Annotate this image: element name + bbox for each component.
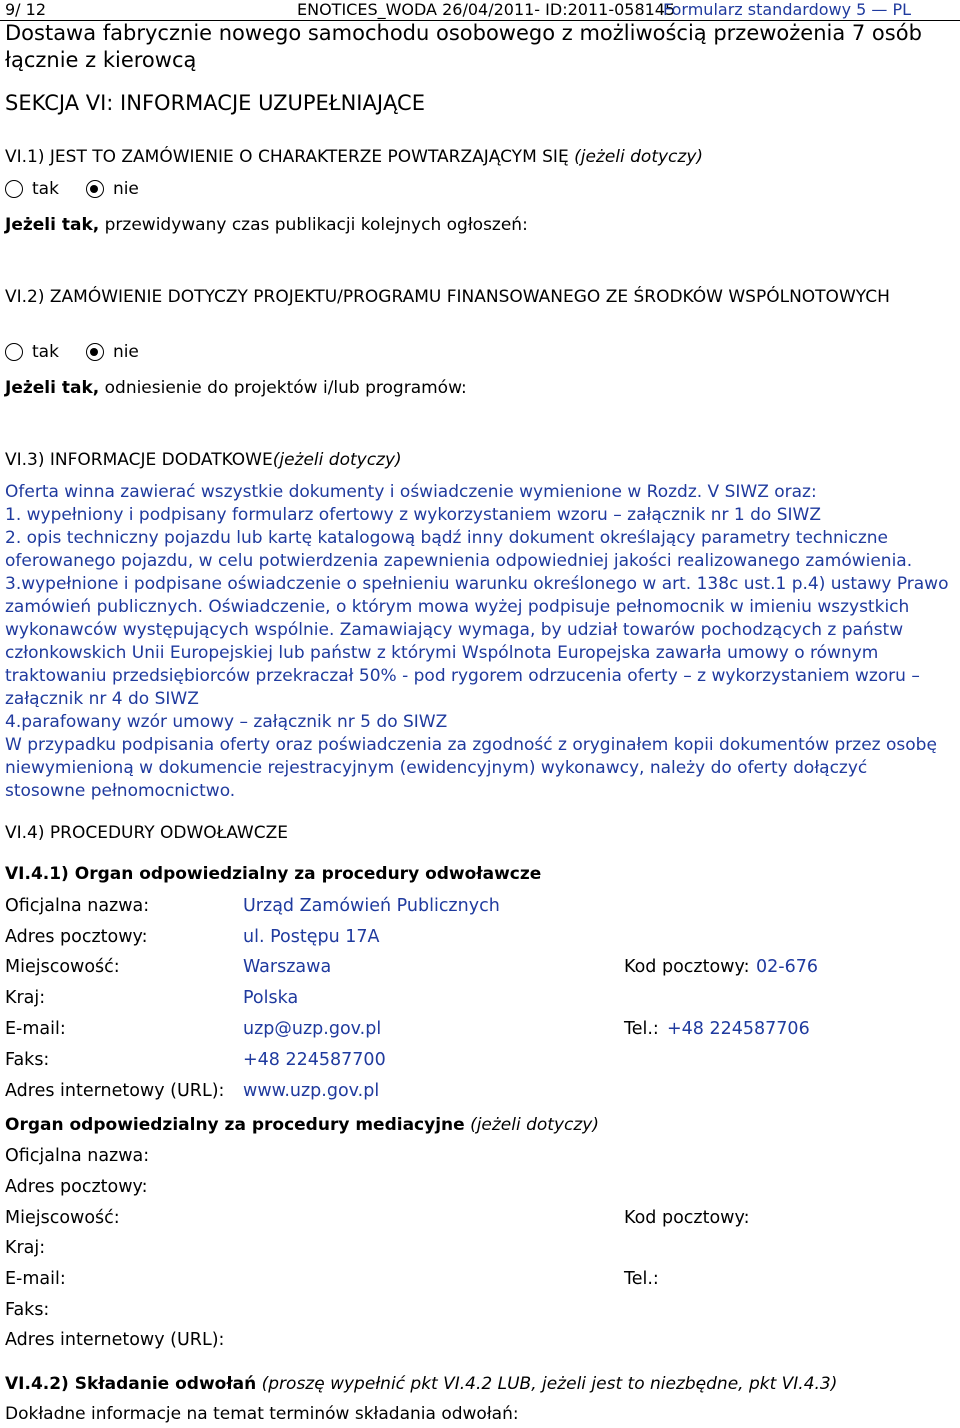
vi2-heading: VI.2) ZAMÓWIENIE DOTYCZY PROJEKTU/PROGRAMU FINANSOWANEGO ZE ŚRODKÓW WSPÓLNOTOWYCH bbox=[5, 287, 890, 307]
mediation-heading-text: Organ odpowiedzialny za procedury mediacyjne bbox=[5, 1115, 465, 1135]
vi3-line: 3.wypełnione i podpisane oświadczenie o spełnieniu warunku określonego w art. 138c ust.1 p.4) ustawy Prawo zamówień publicznych. Oświadczenie, o którym mowa wyżej podpisuje pełnomocnik w imieniu wszystkich wykonawców występujących wspólnie. Zamawiający wymaga, by udział towarów pochodzących z państw członkowskich Unii Europejskiej lub państw z którymi Wspólnota Europejska zawarła umowy o równym traktowaniu przedsiębiorców przekraczał 50% - pod rygorem odrzucenia oferty – z wykorzystaniem wzoru – załącznik nr 4 do SIWZ bbox=[5, 574, 949, 709]
mediation-name-label: Oficjalna nazwa: bbox=[5, 1146, 150, 1166]
organ-url-label: Adres internetowy (URL): bbox=[5, 1081, 225, 1101]
organ-address-label: Adres pocztowy: bbox=[5, 927, 148, 947]
organ-tel-label: Tel.: bbox=[624, 1019, 659, 1039]
deadline-label: Dokładne informacje na temat terminów składania odwołań: bbox=[5, 1404, 519, 1424]
organ-fax-label: Faks: bbox=[5, 1050, 50, 1070]
organ-url-value: www.uzp.gov.pl bbox=[243, 1081, 380, 1101]
section-title: SEKCJA VI: INFORMACJE UZUPEŁNIAJĄCE bbox=[5, 91, 425, 115]
organ-city-label: Miejscowość: bbox=[5, 957, 120, 977]
organ-postal-value: 02-676 bbox=[756, 957, 818, 977]
mediation-email-label: E-mail: bbox=[5, 1269, 66, 1289]
organ-address-value: ul. Postępu 17A bbox=[243, 927, 380, 947]
organ-country-label: Kraj: bbox=[5, 988, 46, 1008]
vi2-tak-radio[interactable] bbox=[5, 343, 23, 361]
vi1-if-bold: Jeżeli tak, bbox=[5, 215, 100, 235]
organ-name-label: Oficjalna nazwa: bbox=[5, 896, 150, 916]
page-number: 9/ 12 bbox=[5, 0, 47, 19]
mediation-heading bbox=[5, 1115, 599, 1135]
vi42-heading-text: VI.4.2) Składanie odwołań bbox=[5, 1374, 257, 1394]
mediation-postal-label: Kod pocztowy: bbox=[624, 1208, 750, 1228]
organ-postal-label: Kod pocztowy: bbox=[624, 957, 750, 977]
vi3-heading-note: (jeżeli dotyczy) bbox=[272, 450, 402, 470]
page-header bbox=[0, 0, 960, 20]
notice-id: ENOTICES_WODA 26/04/2011- ID:2011-058145 bbox=[297, 0, 676, 19]
mediation-city-label: Miejscowość: bbox=[5, 1208, 120, 1228]
mediation-address-label: Adres pocztowy: bbox=[5, 1177, 148, 1197]
vi41-heading: VI.4.1) Organ odpowiedzialny za procedury odwoławcze bbox=[5, 864, 542, 884]
vi2-if-bold: Jeżeli tak, bbox=[5, 378, 100, 398]
vi1-radio-group bbox=[5, 178, 166, 200]
vi2-tak-label: tak bbox=[32, 342, 59, 362]
mediation-tel-label: Tel.: bbox=[624, 1269, 659, 1289]
vi2-nie-radio[interactable] bbox=[86, 343, 104, 361]
organ-city-value: Warszawa bbox=[243, 957, 332, 977]
vi2-if-rest: odniesienie do projektów i/lub programów: bbox=[99, 378, 467, 398]
vi1-nie-radio[interactable] bbox=[86, 180, 104, 198]
mediation-url-label: Adres internetowy (URL): bbox=[5, 1330, 225, 1350]
vi3-heading bbox=[5, 450, 402, 470]
vi1-tak-radio[interactable] bbox=[5, 180, 23, 198]
vi2-radio-group bbox=[5, 341, 166, 363]
mediation-country-label: Kraj: bbox=[5, 1238, 46, 1258]
organ-email-label: E-mail: bbox=[5, 1019, 66, 1039]
vi42-heading bbox=[5, 1374, 837, 1394]
organ-fax-value: +48 224587700 bbox=[243, 1050, 386, 1070]
vi1-tak-label: tak bbox=[32, 179, 59, 199]
document-title: Dostawa fabrycznie nowego samochodu osobowego z możliwością przewożenia 7 osób łącznie z kierowcą bbox=[5, 21, 922, 72]
form-type: Formularz standardowy 5 — PL bbox=[663, 0, 912, 19]
vi2-nie-label: nie bbox=[112, 342, 139, 362]
vi1-heading-text: VI.1) JEST TO ZAMÓWIENIE O CHARAKTERZE POWTARZAJĄCYM SIĘ bbox=[5, 147, 569, 167]
vi3-line: W przypadku podpisania oferty oraz poświadczenia za zgodność z oryginałem kopii dokumentów przez osobę niewymienioną w dokumencie rejestracyjnym (ewidencyjnym) wykonawcy, należy do oferty dołączyć stosowne pełnomocnictwo. bbox=[5, 735, 937, 801]
mediation-fax-label: Faks: bbox=[5, 1300, 50, 1320]
vi1-nie-label: nie bbox=[112, 179, 139, 199]
organ-name-value: Urząd Zamówień Publicznych bbox=[243, 896, 500, 916]
vi3-line: Oferta winna zawierać wszystkie dokumenty i oświadczenie wymienione w Rozdz. V SIWZ oraz: bbox=[5, 482, 817, 502]
vi3-heading-text: VI.3) INFORMACJE DODATKOWE bbox=[5, 450, 273, 470]
organ-email-value: uzp@uzp.gov.pl bbox=[243, 1019, 382, 1039]
vi4-heading: VI.4) PROCEDURY ODWOŁAWCZE bbox=[5, 823, 288, 843]
vi1-heading bbox=[5, 147, 703, 167]
vi1-if-line bbox=[5, 215, 528, 235]
vi3-additional-info bbox=[5, 481, 950, 803]
vi1-heading-note: (jeżeli dotyczy) bbox=[574, 147, 704, 167]
mediation-heading-note: (jeżeli dotyczy) bbox=[470, 1115, 599, 1135]
vi3-line: 4.parafowany wzór umowy – załącznik nr 5 do SIWZ bbox=[5, 712, 448, 732]
vi2-if-line bbox=[5, 378, 467, 398]
vi1-if-rest: przewidywany czas publikacji kolejnych ogłoszeń: bbox=[99, 215, 528, 235]
vi42-heading-note: (proszę wypełnić pkt VI.4.2 LUB, jeżeli jest to niezbędne, pkt VI.4.3) bbox=[261, 1374, 838, 1394]
organ-tel-value: +48 224587706 bbox=[667, 1019, 810, 1039]
vi3-line: 2. opis techniczny pojazdu lub kartę katalogową bądź inny dokument określający parametry techniczne oferowanego pojazdu, w celu potwierdzenia zapewnienia odpowiedniej jakości realizowanego zamówienia. bbox=[5, 528, 913, 571]
organ-country-value: Polska bbox=[243, 988, 299, 1008]
vi3-line: 1. wypełniony i podpisany formularz ofertowy z wykorzystaniem wzoru – załącznik nr 1 do SIWZ bbox=[5, 505, 821, 525]
